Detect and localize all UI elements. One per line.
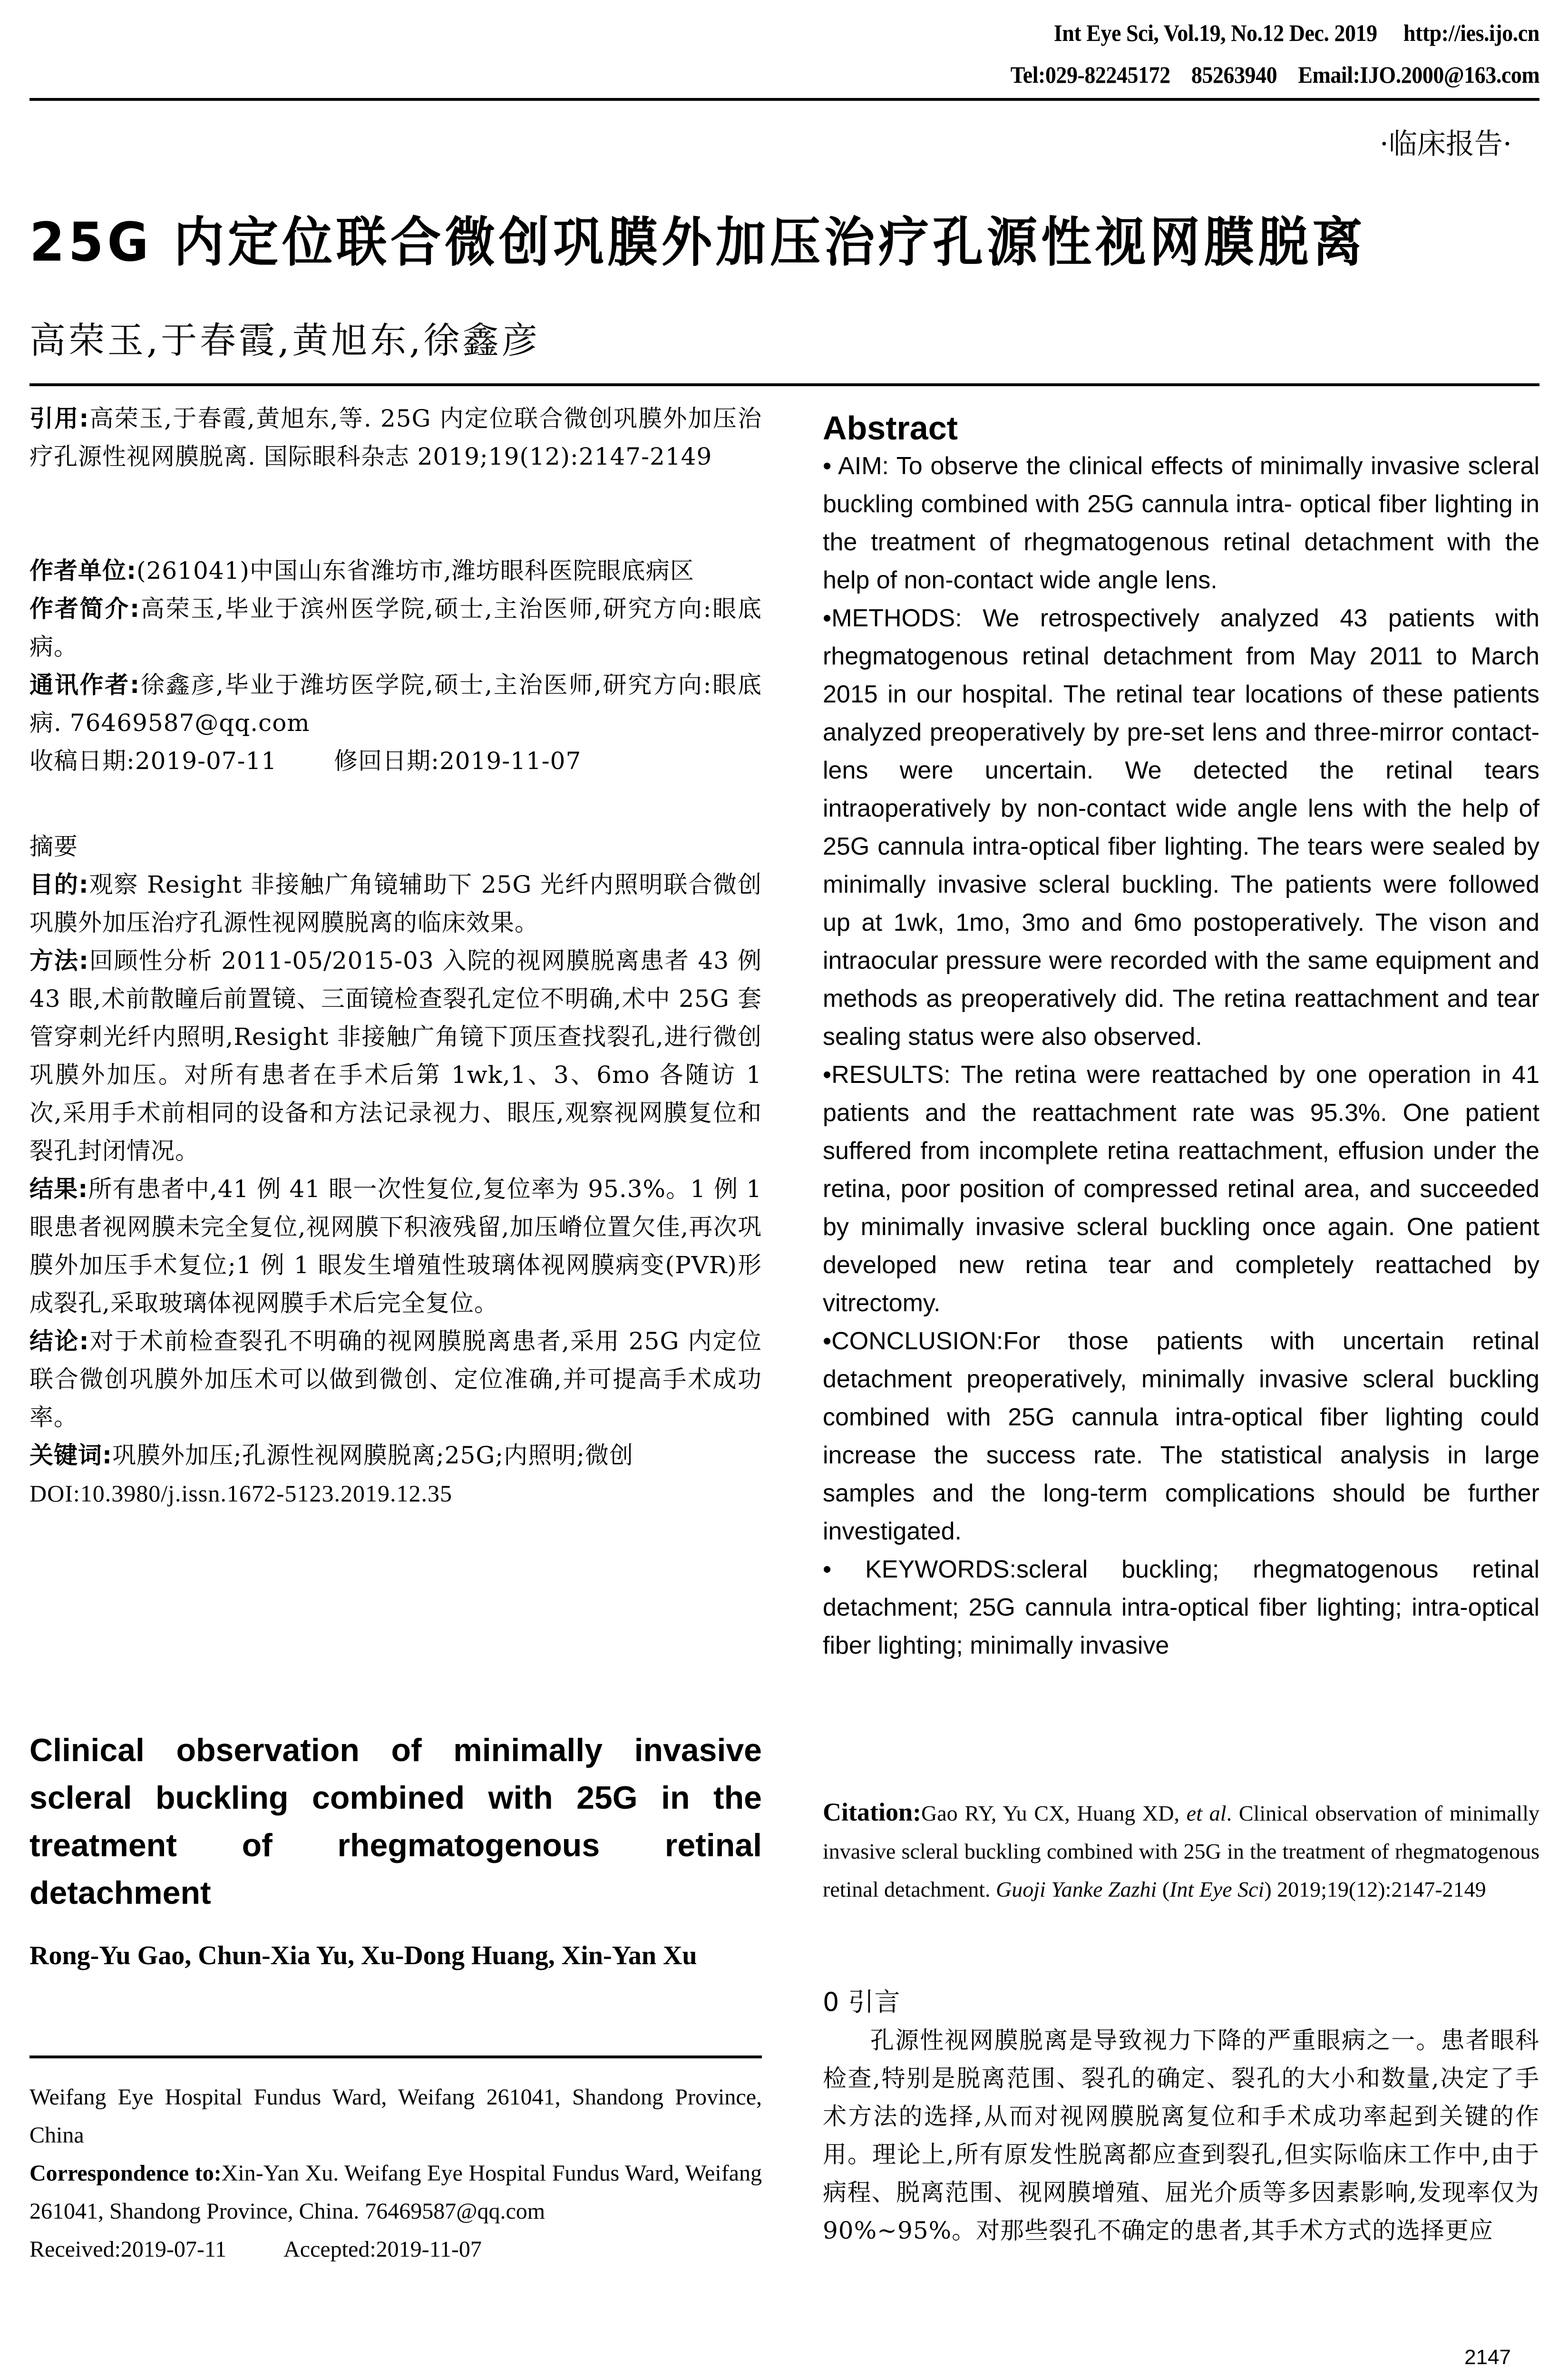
cn-citation-text: 高荣玉,于春霞,黄旭东,等. 25G 内定位联合微创巩膜外加压治疗孔源性视网膜脱离. 国际眼科杂志 2019;19(12):2147-2149 [29, 405, 762, 470]
bullet-icon: • [823, 452, 832, 480]
introduction [823, 1983, 1539, 2250]
cn-methods-label: 方法: [29, 947, 89, 974]
author-list: 高荣玉,于春霞,黄旭东,徐鑫彦 [29, 319, 541, 361]
page-number: 2147 [1464, 2346, 1511, 2369]
conclusion-text: For those patients with uncertain retinal detachment preoperatively, minimally invasive scleral buckling combined with 25G cannula intra-optical fiber lighting could increase the success rate. The statistical analysis in large samples and the long-term complications should be further investigated. [823, 1327, 1539, 1545]
bullet-icon: • [823, 1327, 832, 1355]
cn-dates [29, 742, 762, 780]
cn-results-label: 结果: [29, 1175, 88, 1203]
revised-date: 2019-11-07 [439, 747, 582, 775]
revised-label: 修回日期: [334, 747, 439, 775]
affiliation-divider [29, 2056, 762, 2058]
cn-abstract-results [29, 1170, 762, 1322]
keywords-text: scleral buckling; rhegmatogenous retinal detachment; 25G cannula intra-optical fiber lighting; intra-optical fiber lighting; minimally invasive [823, 1556, 1539, 1659]
en-citation-label: Citation: [823, 1798, 921, 1826]
cn-conclusion-text: 对于术前检查裂孔不明确的视网膜脱离患者,采用 25G 内定位联合微创巩膜外加压术可以做到微创、定位准确,并可提高手术成功率。 [29, 1327, 762, 1431]
en-citation-journal-en: Int Eye Sci [1169, 1877, 1265, 1901]
abstract-conclusion [823, 1322, 1539, 1550]
cn-abstract-methods [29, 942, 762, 1170]
bullet-icon: • [823, 1061, 832, 1089]
cn-abstract-aim [29, 866, 762, 942]
en-received-label: Received: [29, 2237, 121, 2262]
aim-text: To observe the clinical effects of minimally invasive scleral buckling combined with 25G cannula intra- optical fiber lighting in the treatment of rhegmatogenous retinal detachment with the help of non-contact wide angle lens. [823, 452, 1539, 594]
corresponding-label: 通讯作者: [29, 671, 140, 699]
conclusion-label: CONCLUSION: [831, 1327, 1003, 1355]
en-dates [29, 2231, 762, 2269]
journal-contact-line: Tel:029-82245172 85263940 Email:IJO.2000@163.com [1010, 61, 1539, 88]
header-divider [29, 98, 1539, 101]
cn-abstract-keywords [29, 1436, 762, 1474]
intro-body: 孔源性视网膜脱离是导致视力下降的严重眼病之一。患者眼科检查,特别是脱离范围、裂孔的确定、裂孔的大小和数量,决定了手术方法的选择,从而对视网膜脱离复位和手术成功率起到关键的作用。理论上,所有原发性脱离都应查到裂孔,但实际临床工作中,由于病程、脱离范围、视网膜增殖、屈光介质等多因素影响,发现率仅为 90%~95%。对那些裂孔不确定的患者,其手术方式的选择更应 [823, 2026, 1539, 2244]
abstract-methods [823, 599, 1539, 1056]
english-affiliation: Weifang Eye Hospital Fundus Ward, Weifang 261041, Shandong Province, China [29, 2085, 762, 2148]
cn-abstract [29, 828, 762, 1512]
cn-aim-label: 目的: [29, 871, 89, 898]
english-authors: Rong-Yu Gao, Chun-Xia Yu, Xu-Dong Huang, Xin-Yan Xu [29, 1941, 697, 1970]
section-tag: ·临床报告· [1379, 127, 1512, 161]
english-title: Clinical observation of minimally invasive scleral buckling combined with 25G in the treatment of rhegmatogenous retinal detachment [29, 1732, 762, 1911]
intro-heading: 0 引言 [823, 1987, 901, 2017]
cn-results-text: 所有患者中,41 例 41 眼一次性复位,复位率为 95.3%。1 例 1 眼患者视网膜未完全复位,视网膜下积液残留,加压嵴位置欠佳,再次巩膜外加压手术复位;1 例 1 眼发生增殖性玻璃体视网膜病变(PVR)形成裂孔,采取玻璃体视网膜手术后完全复位。 [29, 1175, 762, 1317]
abstract-heading: Abstract [823, 409, 958, 447]
article-title: 25G 内定位联合微创巩膜外加压治疗孔源性视网膜脱离 [29, 212, 1366, 273]
author-info-block [29, 552, 762, 780]
cn-citation-label: 引用: [29, 405, 89, 432]
en-citation-authors: Gao RY, Yu CX, Huang XD, [921, 1801, 1187, 1825]
en-received-date: 2019-07-11 [120, 2237, 227, 2262]
cn-abstract-heading: 摘要 [29, 833, 78, 860]
authors-divider [29, 383, 1539, 386]
cn-methods-text: 回顾性分析 2011-05/2015-03 入院的视网膜脱离患者 43 例 43 眼,术前散瞳后前置镜、三面镜检查裂孔定位不明确,术中 25G 套管穿刺光纤内照明,Resight 非接触广角镜下顶压查找裂孔,进行微创巩膜外加压。对所有患者在手术后第 1wk,1、3、6mo 各随访 1 次,采用手术前相同的设备和方法记录视力、眼压,观察视网膜复位和裂孔封闭情况。 [29, 947, 762, 1165]
abstract-keywords [823, 1550, 1539, 1665]
en-citation-ref: 2019;19(12):2147-2149 [1277, 1877, 1486, 1901]
english-abstract [823, 409, 1539, 1665]
english-affiliation-block [29, 2078, 762, 2269]
en-citation-text: . Clinical observation of minimally invasive scleral buckling combined with 25G in the treatment of rhegmatogenous retinal detachment. [823, 1801, 1539, 1901]
en-citation: Citation:Gao RY, Yu CX, Huang XD, et al. Clinical observation of minimally invasive scleral buckling combined with 25G in the treatment of rhegmatogenous retinal detachment. Guoji Yanke Zazhi (Int Eye Sci) 2019;19(12):2147-2149 [823, 1798, 1539, 1901]
bullet-icon: • [823, 1556, 832, 1583]
results-label: RESULTS: [831, 1061, 951, 1089]
affiliation-label: 作者单位: [29, 557, 136, 585]
cn-aim-text: 观察 Resight 非接触广角镜辅助下 25G 光纤内照明联合微创巩膜外加压治疗孔源性视网膜脱离的临床效果。 [29, 871, 762, 936]
correspondence [29, 2154, 762, 2231]
aim-label: AIM: [838, 452, 889, 480]
received-date: 2019-07-11 [135, 747, 277, 775]
bio-label: 作者简介: [29, 595, 140, 623]
journal-header-line: Int Eye Sci, Vol.19, No.12 Dec. 2019 http://ies.ijo.cn [1053, 19, 1539, 46]
en-accepted-label: Accepted: [283, 2237, 376, 2262]
cn-citation-block [29, 399, 762, 476]
doi[interactable]: DOI:10.3980/j.issn.1672-5123.2019.12.35 [29, 1480, 452, 1507]
methods-text: We retrospectively analyzed 43 patients with rhegmatogenous retinal detachment from May 2011 to March 2015 in our hospital. The retinal tear locations of these patients analyzed preoperatively by pre-set lens and three-mirror contact-lens were uncertain. We detected the retinal tears intraoperatively by non-contact wide angle lens with the help of 25G cannula intra-optical fiber lighting. The tears were sealed by minimally invasive scleral buckling. The patients were followed up at 1wk, 1mo, 3mo and 6mo postoperatively. The vison and intraocular pressure were recorded with the same equipment and methods as preoperatively did. The retina reattachment and tear sealing status were also observed. [823, 604, 1539, 1051]
abstract-results [823, 1056, 1539, 1322]
methods-label: METHODS: [831, 604, 962, 632]
keywords-label: KEYWORDS: [865, 1556, 1016, 1583]
cn-abstract-conclusion [29, 1322, 762, 1436]
abstract-aim [823, 447, 1539, 599]
en-accepted-date: 2019-11-07 [376, 2237, 482, 2262]
received-label: 收稿日期: [29, 747, 135, 775]
correspondence-text: Xin-Yan Xu. Weifang Eye Hospital Fundus Ward, Weifang 261041, Shandong Province, China. 76469587@qq.com [29, 2161, 762, 2224]
affiliation-text: (261041)中国山东省潍坊市,潍坊眼科医院眼底病区 [136, 557, 694, 585]
results-text: The retina were reattached by one operation in 41 patients and the reattachment rate was 95.3%. One patient suffered from incomplete retina reattachment, effusion under the retina, poor position of compressed retinal area, and succeeded by minimally invasive scleral buckling once again. One patient developed new retina tear and completely reattached by vitrectomy. [823, 1061, 1539, 1317]
bio-text: 高荣玉,毕业于滨州医学院,硕士,主治医师,研究方向:眼底病。 [29, 595, 762, 661]
bullet-icon: • [823, 604, 832, 632]
cn-keywords-label: 关键词: [29, 1442, 112, 1469]
corresponding-text: 徐鑫彦,毕业于潍坊医学院,硕士,主治医师,研究方向:眼底病. 76469587@qq.com [29, 671, 762, 737]
en-citation-journal: Guoji Yanke Zazhi [996, 1877, 1157, 1901]
cn-conclusion-label: 结论: [29, 1327, 89, 1355]
correspondence-label: Correspondence to: [29, 2161, 222, 2186]
cn-keywords-text: 巩膜外加压;孔源性视网膜脱离;25G;内照明;微创 [112, 1442, 633, 1469]
en-citation-etal: et al [1186, 1801, 1227, 1825]
